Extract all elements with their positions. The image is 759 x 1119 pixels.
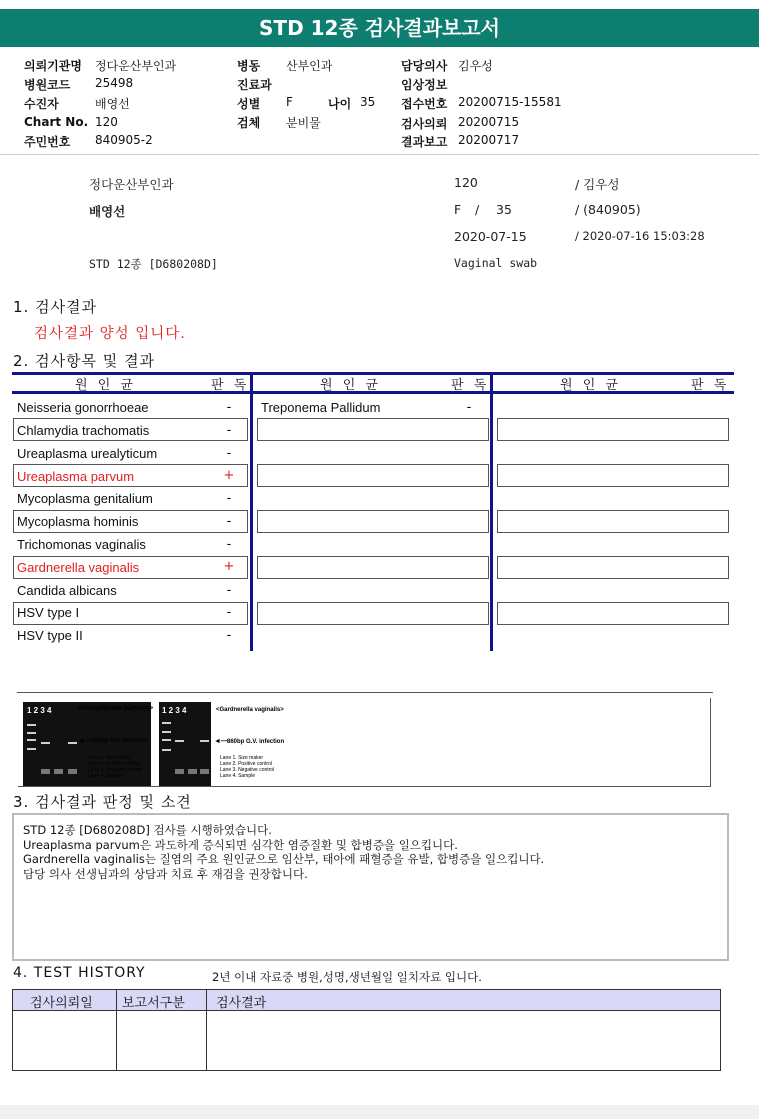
primer-dimer — [175, 769, 184, 774]
row-box — [497, 602, 729, 625]
info-specimen: Vaginal swab — [454, 256, 538, 270]
row-box — [497, 418, 729, 441]
item-name: Neisseria gonorrhoeae — [17, 400, 149, 415]
item-name: HSV type II — [17, 628, 83, 643]
history-col-request: 검사의뢰일 — [30, 996, 93, 1011]
info-sex: F — [454, 202, 462, 217]
report-value: 20200717 — [458, 133, 520, 147]
section2-heading: 2. 검사항목 및 결과 — [13, 352, 156, 370]
item-name: Chlamydia trachomatis — [17, 423, 150, 438]
gel-right-title: <Gardnerella vaginalis> — [216, 707, 284, 713]
gel-right-legend: Lane 1. Size maker Lane 2. Positive control Lane 3. Negative control Lane 4. Sample — [220, 755, 275, 779]
section4-note: 2년 이내 자료중 병원,성명,생년월일 일치자료 입니다. — [212, 970, 482, 984]
info-hospital: 정다운산부인과 — [89, 177, 174, 192]
item-name: Candida albicans — [17, 583, 117, 598]
gel-left-title: <Ureaplasma parvum> — [78, 705, 154, 712]
section1-heading: 1. 검사결과 — [13, 298, 98, 316]
positive-band — [175, 740, 184, 742]
item-name: Mycoplasma hominis — [17, 514, 139, 529]
report-title: STD 12종 검사결과보고서 — [0, 9, 759, 47]
item-mark: - — [226, 423, 232, 438]
row-box — [257, 602, 489, 625]
col3-pathogen-header: 원 인 균 — [560, 378, 621, 393]
col1-judge-header: 판 독 — [211, 378, 250, 393]
item-mark: - — [466, 400, 472, 415]
specimen-label: 검체 — [237, 116, 261, 130]
request-value: 20200715 — [458, 115, 520, 129]
gel-top-rule — [17, 692, 713, 693]
positive-band — [41, 742, 50, 744]
opinion-line: Gardnerella vaginalis는 질염의 주요 원인균으로 임산부, 태아에 패혈증을 유발, 합병증을 일으킵니다. — [23, 852, 545, 867]
item-mark: - — [226, 605, 232, 620]
col2-pathogen-header: 원 인 균 — [320, 378, 381, 393]
ladder-band — [162, 722, 171, 724]
gel-left-band-arrow: ◄— — [78, 738, 92, 745]
info-birth: / (840905) — [575, 202, 641, 217]
primer-dimer — [188, 769, 197, 774]
row-box — [257, 418, 489, 441]
info-request-date: 2020-07-15 — [454, 229, 527, 244]
section3-heading: 3. 검사결과 판정 및 소견 — [13, 793, 192, 811]
gel-left-band-label: 350bp U.P. infection — [91, 738, 148, 744]
info-chart-no: 120 — [454, 175, 478, 190]
ward-value: 산부인과 — [286, 59, 333, 73]
reception-label: 접수번호 — [401, 97, 448, 111]
row-box — [497, 464, 729, 487]
patient-label: 수진자 — [24, 97, 59, 111]
row-box — [257, 556, 489, 579]
item-mark: - — [226, 628, 232, 643]
item-name: Ureaplasma urealyticum — [17, 446, 158, 461]
item-mark: - — [226, 446, 232, 461]
age-label: 나이 — [328, 97, 352, 111]
chart-label: Chart No. — [24, 115, 89, 129]
col3-judge-header: 판 독 — [691, 378, 730, 393]
primer-dimer — [41, 769, 50, 774]
primer-dimer — [54, 769, 63, 774]
history-table — [12, 989, 721, 1071]
item-mark: - — [226, 491, 232, 506]
left-lane-numbers: 1 2 3 4 — [27, 706, 52, 715]
info-slash: / — [475, 202, 480, 217]
section1-result: 검사결과 양성 입니다. — [34, 326, 186, 342]
history-col-divider — [116, 990, 117, 1070]
chart-value: 120 — [95, 115, 118, 129]
sex-label: 성별 — [237, 97, 261, 111]
item-name: Trichomonas vaginalis — [17, 537, 146, 552]
row-box — [497, 556, 729, 579]
age-value: 35 — [360, 95, 376, 109]
row-box — [497, 510, 729, 533]
opinion-line: Ureaplasma parvum은 과도하게 증식되면 심각한 염증질환 및 합병증을 일으킵니다. — [23, 837, 458, 852]
opinion-line: STD 12종 [D680208D] 검사를 시행하였습니다. — [23, 823, 272, 837]
col2-judge-header: 판 독 — [451, 378, 490, 393]
sample-band — [68, 742, 77, 744]
sample-band — [200, 740, 209, 742]
report-label: 결과보고 — [401, 135, 448, 149]
reception-value: 20200715-15581 — [458, 95, 562, 109]
history-col-divider — [206, 990, 207, 1070]
ward-label: 병동 — [237, 59, 261, 73]
code-value: 25498 — [95, 76, 134, 90]
item-name: Treponema Pallidum — [261, 400, 381, 415]
gel-image — [18, 698, 711, 787]
doctor-value: 김우성 — [458, 59, 493, 73]
item-mark: - — [226, 537, 232, 552]
col1-pathogen-header: 원 인 균 — [75, 378, 136, 393]
primer-dimer — [68, 769, 77, 774]
col-divider-1 — [250, 372, 253, 651]
ladder-band — [27, 739, 36, 741]
item-name-positive: Ureaplasma parvum — [17, 469, 135, 484]
request-label: 검사의뢰 — [401, 117, 448, 131]
item-name-positive: Gardnerella vaginalis — [17, 560, 140, 575]
ladder-band — [27, 732, 36, 734]
patient-value: 배영선 — [95, 97, 130, 111]
item-mark: - — [226, 583, 232, 598]
ladder-band — [27, 748, 36, 750]
col-divider-2 — [490, 372, 493, 651]
opinion-line: 담당 의사 선생님과의 상담과 치료 후 재검을 권장합니다. — [23, 866, 308, 881]
info-test-name: STD 12종 [D680208D] — [89, 257, 218, 271]
sex-value: F — [286, 95, 293, 109]
gel-left-legend: Lane 1. Size maker Lane 2. Positive control Lane 3. Negative control Lane 4. Sample — [88, 755, 143, 779]
history-col-report-type: 보고서구분 — [122, 996, 185, 1011]
header-divider — [0, 154, 759, 155]
primer-dimer — [200, 769, 209, 774]
gel-right-band-label: 860bp G.V. infection — [227, 739, 285, 745]
row-box — [257, 464, 489, 487]
info-report-datetime: / 2020-07-16 15:03:28 — [575, 229, 705, 243]
inst-value: 정다운산부인과 — [95, 59, 177, 73]
id-label: 주민번호 — [24, 135, 71, 149]
info-doctor: / 김우성 — [575, 177, 620, 192]
info-patient: 배영선 — [89, 204, 126, 219]
ladder-band — [162, 739, 171, 741]
item-mark: - — [226, 400, 232, 415]
gel-right-band-arrow: ◄— — [214, 738, 228, 745]
right-lane-numbers: 1 2 3 4 — [162, 706, 187, 715]
dept-label: 진료과 — [237, 78, 272, 92]
inst-label: 의뢰기관명 — [24, 59, 82, 73]
history-header-row — [13, 990, 720, 1011]
item-name: HSV type I — [17, 605, 80, 620]
doctor-label: 담당의사 — [401, 59, 448, 73]
id-value: 840905-2 — [95, 133, 153, 147]
ladder-band — [162, 731, 171, 733]
item-mark-positive: + — [223, 468, 235, 483]
info-age: 35 — [496, 202, 512, 217]
history-col-result: 검사결과 — [216, 996, 267, 1011]
row-box — [257, 510, 489, 533]
item-mark: - — [226, 514, 232, 529]
item-mark-positive: + — [223, 559, 235, 574]
section4-heading: 4. TEST HISTORY — [13, 965, 146, 981]
clinical-label: 임상정보 — [401, 78, 448, 92]
ladder-band — [27, 724, 36, 726]
ladder-band — [162, 749, 171, 751]
specimen-value: 분비물 — [286, 116, 321, 130]
opinion-box — [12, 813, 729, 961]
code-label: 병원코드 — [24, 78, 71, 92]
item-name: Mycoplasma genitalium — [17, 491, 153, 506]
